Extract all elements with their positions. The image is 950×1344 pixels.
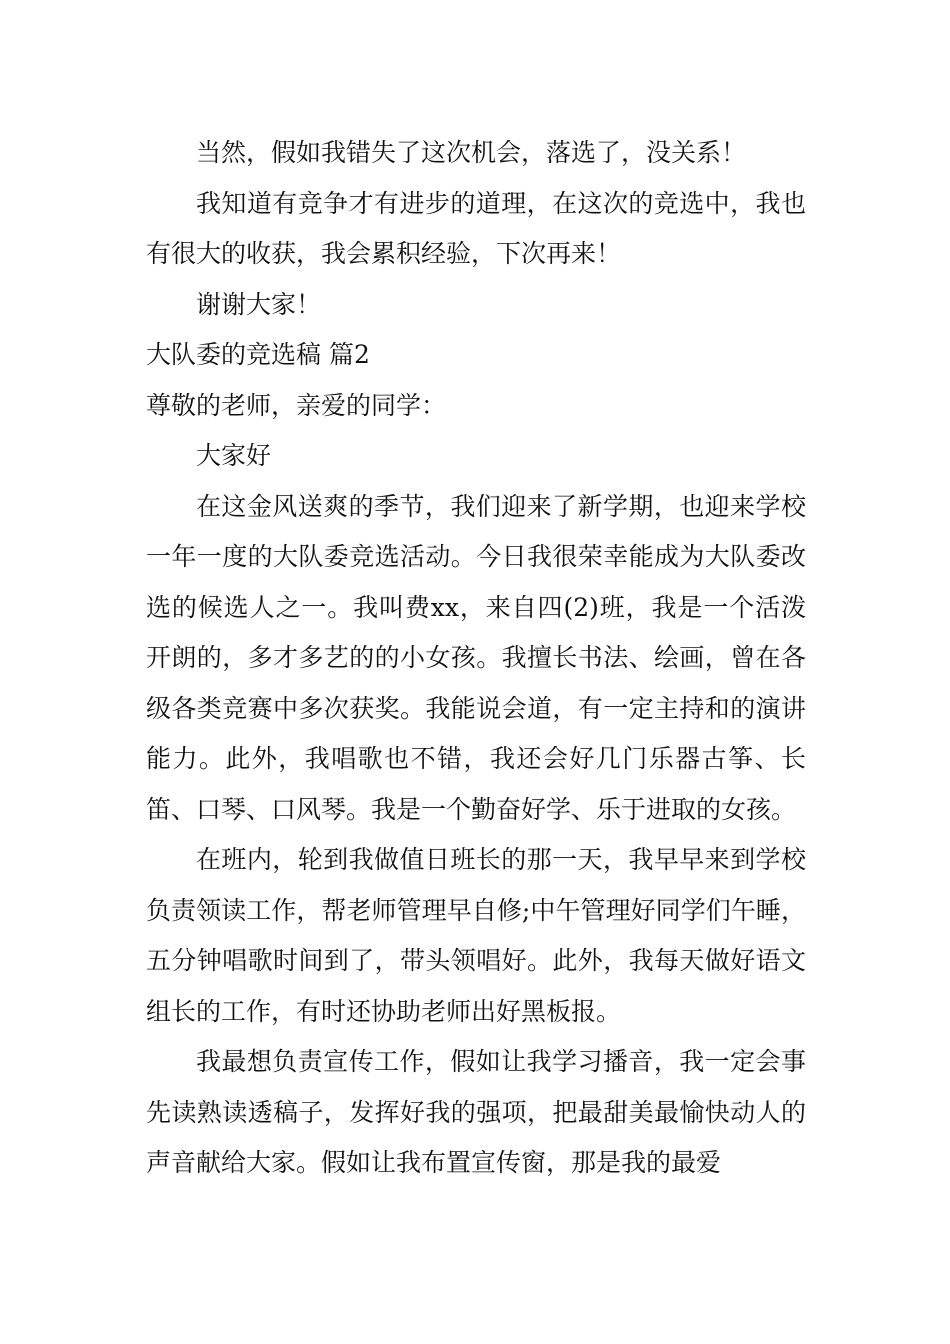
paragraph-2: 我知道有竞争才有进步的道理，在这次的竞选中，我也有很大的收获，我会累积经验，下次再来！ bbox=[146, 188, 806, 268]
document-body bbox=[146, 128, 806, 1189]
paragraph-class-duties: 在班内，轮到我做值日班长的那一天，我早早来到学校负责领读工作，帮老师管理早自修;中午管理好同学们午睡，五分钟唱歌时间到了，带头领唱好。此外，我每天做好语文组长的工作，有时还协助老师出好黑板报。 bbox=[146, 845, 806, 1026]
section-heading: 大队委的竞选稿 篇2 bbox=[146, 340, 370, 369]
salutation: 尊敬的老师，亲爱的同学： bbox=[146, 390, 447, 420]
paragraph-1: 当然，假如我错失了这次机会，落选了，没关系！ bbox=[196, 138, 747, 167]
greeting: 大家好 bbox=[196, 441, 272, 470]
paragraph-3: 谢谢大家！ bbox=[196, 289, 322, 319]
paragraph-introduction: 在这金风送爽的季节，我们迎来了新学期，也迎来学校一年一度的大队委竞选活动。今日我很荣幸能成为大队委改选的候选人之一。我叫费xx，来自四(2)班，我是一个活泼开朗的，多才多艺的的小女孩。我擅长书法、绘画，曾在各级各类竞赛中多次获奖。我能说会道，有一定主持和的演讲能力。此外，我唱歌也不错，我还会好几门乐器古筝、长笛、口琴、口风琴。我是一个勤奋好学、乐于进取的女孩。 bbox=[146, 491, 806, 824]
paragraph-publicity: 我最想负责宣传工作，假如让我学习播音，我一定会事先读熟读透稿子，发挥好我的强项，把最甜美最愉快动人的声音献给大家。假如让我布置宣传窗，那是我的最爱 bbox=[146, 1047, 806, 1177]
